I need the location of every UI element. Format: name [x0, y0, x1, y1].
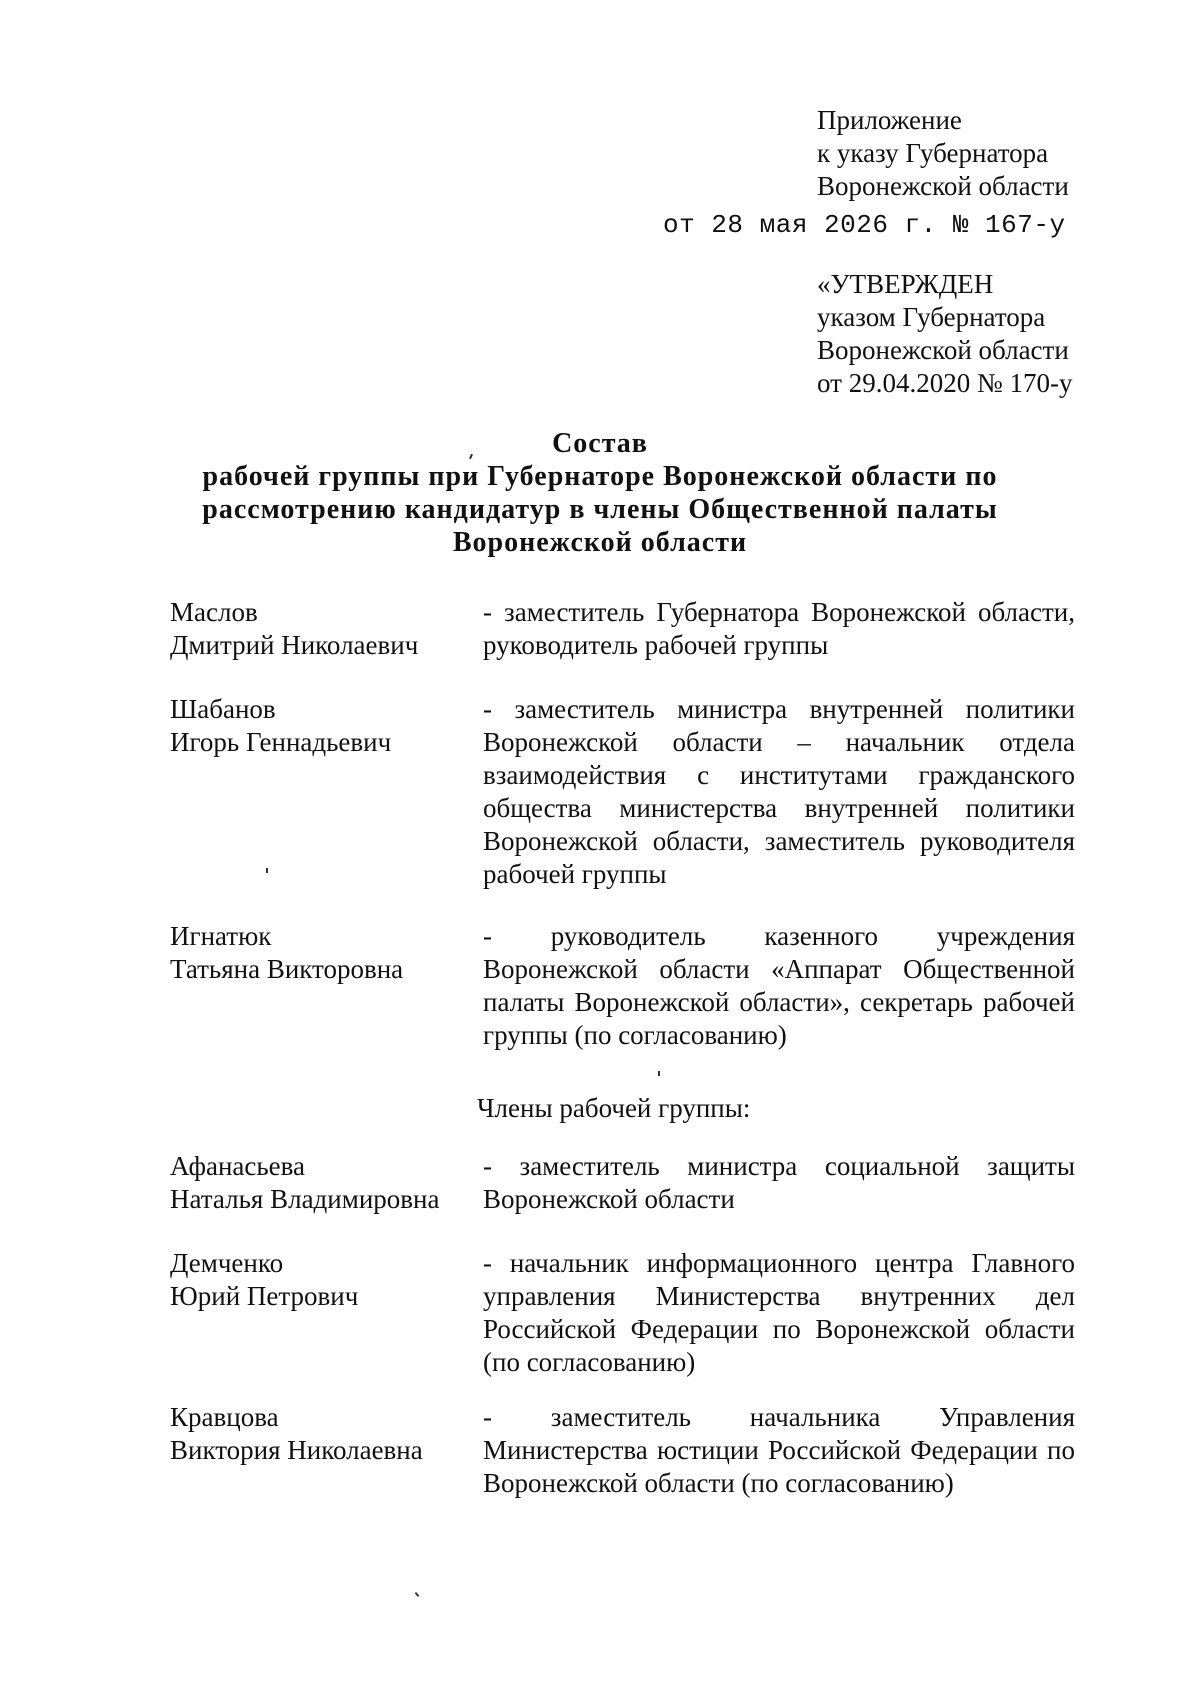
member-name: [170, 693, 470, 759]
member-name: [170, 1150, 470, 1216]
title-line: рабочей группы при Губернаторе Воронежской области по: [202, 461, 998, 492]
member-given-name: Татьяна Викторовна: [170, 954, 404, 984]
appendix-line: к указу Губернатора: [817, 138, 1049, 168]
member-given-name: Дмитрий Николаевич: [170, 630, 419, 660]
appendix-line: Приложение: [817, 105, 962, 135]
approved-line: указом Губернатора: [817, 302, 1046, 332]
member-name: [170, 596, 470, 662]
approved-line: Воронежской области: [817, 335, 1069, 365]
scan-speck: [658, 1071, 660, 1076]
member-given-name: Наталья Владимировна: [170, 1184, 440, 1214]
scan-speck: [415, 1592, 420, 1597]
member-role: - начальник информационного центра Главного управления Министерства внутренних дел Российской Федерации по Воронежской области (по согласованию): [483, 1248, 1075, 1377]
member-name: [170, 1247, 470, 1313]
members-heading: Члены рабочей группы:: [477, 1093, 751, 1123]
member-role: - заместитель министра социальной защиты Воронежской области: [483, 1151, 1075, 1214]
appendix-line: Воронежской области: [817, 171, 1069, 201]
member-role: - заместитель Губернатора Воронежской области, руководитель рабочей группы: [483, 597, 1075, 660]
member-surname: Кравцова: [170, 1402, 279, 1432]
member-surname: Шабанов: [170, 694, 276, 724]
approved-line: от 29.04.2020 № 170-у: [817, 368, 1073, 398]
member-surname: Демченко: [170, 1248, 284, 1278]
member-role: - руководитель казенного учреждения Воронежской области «Аппарат Общественной палаты Воронежской области», секретарь рабочей группы (по согласованию): [483, 921, 1075, 1050]
member-given-name: Юрий Петрович: [170, 1281, 359, 1311]
member-role: - заместитель начальника Управления Министерства юстиции Российской Федерации по Воронежской области (по согласованию): [483, 1402, 1075, 1498]
member-surname: Афанасьева: [170, 1151, 306, 1181]
decree-date-number: от 28 мая 2026 г. № 167-у: [663, 210, 1066, 240]
approved-block: [817, 268, 1072, 400]
title-line: рассмотрению кандидатур в члены Общественной палаты: [202, 494, 998, 525]
title-line: Состав: [552, 428, 648, 459]
scan-speck: [266, 868, 268, 873]
member-surname: Игнатюк: [170, 921, 272, 951]
member-name: [170, 1401, 470, 1467]
approved-line: «УТВЕРЖДЕН: [817, 269, 994, 299]
appendix-block: [817, 104, 1069, 203]
member-name: [170, 920, 470, 986]
member-given-name: Виктория Николаевна: [170, 1435, 423, 1465]
member-role: - заместитель министра внутренней политики Воронежской области – начальник отдела взаимодействия с институтами гражданского общества министерства внутренней политики Воронежской области, заместитель руководителя рабочей группы: [483, 694, 1075, 889]
member-surname: Маслов: [170, 597, 258, 627]
member-given-name: Игорь Геннадьевич: [170, 727, 392, 757]
document-title: [150, 427, 1050, 559]
title-line: Воронежской области: [452, 527, 748, 558]
